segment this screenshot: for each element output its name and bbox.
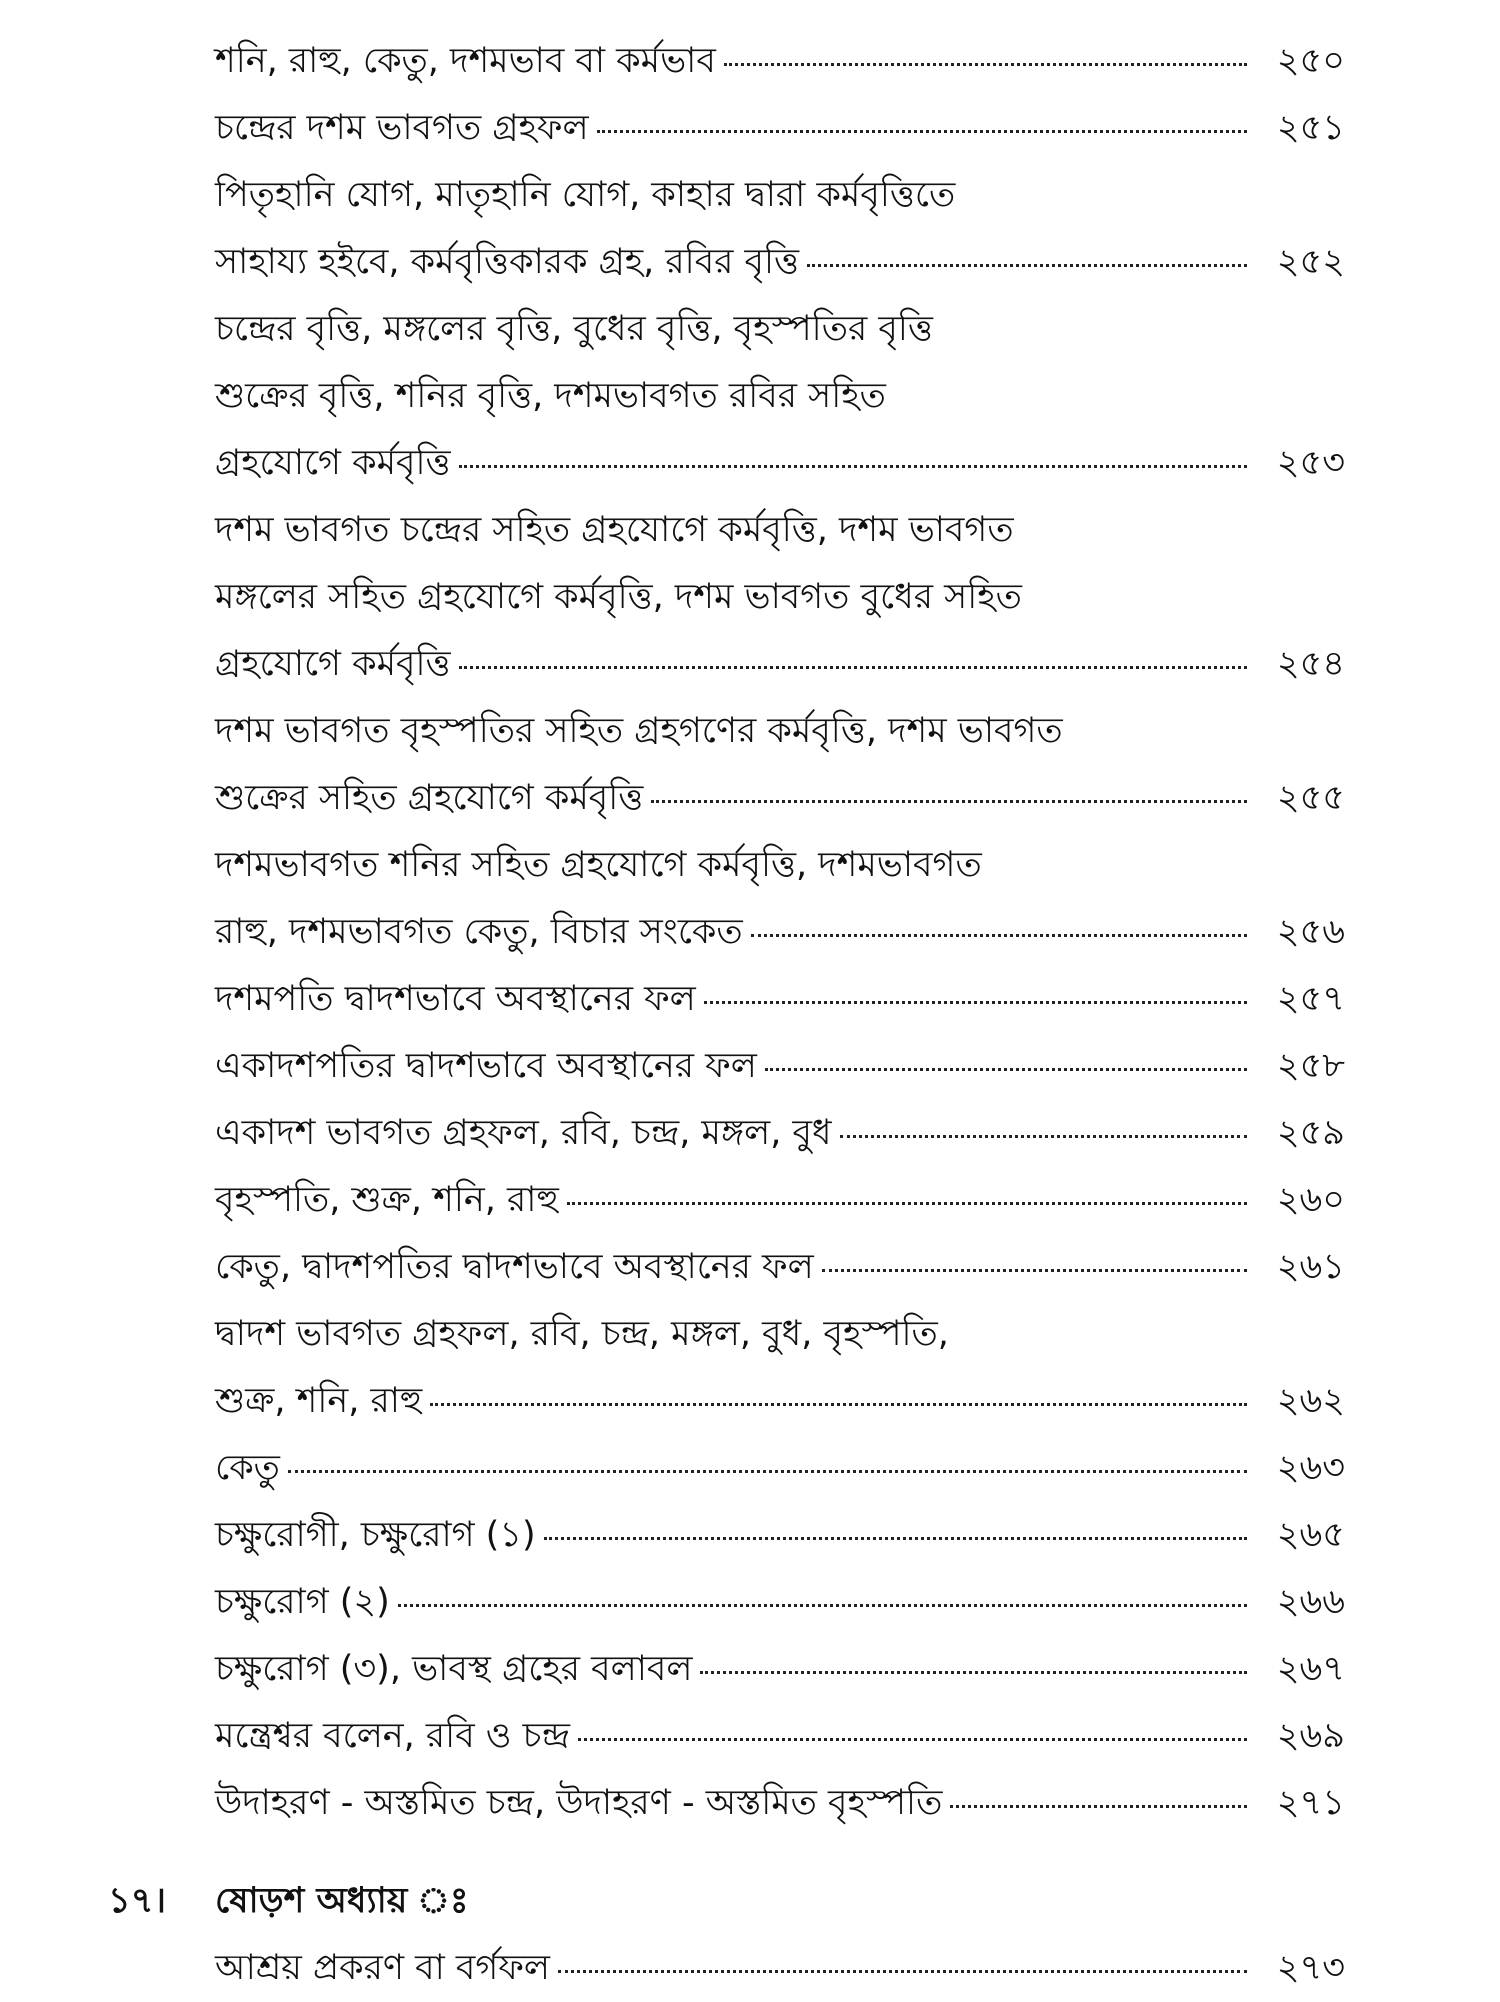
- page-number: ২৫৯: [1276, 1113, 1345, 1153]
- dot-leader: [751, 934, 1247, 937]
- page-number: ২৬৬: [1276, 1582, 1345, 1622]
- toc-line: [215, 1502, 1345, 1569]
- entry-text: দশম ভাবগত চন্দ্রের সহিত গ্রহযোগে কর্মবৃত্তি, দশম ভাবগত: [215, 510, 1014, 550]
- entry-text: চক্ষুরোগ (৩), ভাবস্থ গ্রহের বলাবল: [215, 1649, 693, 1689]
- toc-line: [215, 1569, 1345, 1636]
- toc-line: [215, 1435, 1345, 1502]
- toc-line: [215, 1703, 1345, 1770]
- dot-leader: [459, 465, 1247, 468]
- dot-leader: [430, 1403, 1247, 1406]
- entry-text: কেতু, দ্বাদশপতির দ্বাদশভাবে অবস্থানের ফল: [215, 1247, 814, 1287]
- toc-line: [215, 162, 1345, 229]
- entry-text: মন্ত্রেশ্বর বলেন, রবি ও চন্দ্র: [215, 1716, 570, 1756]
- entry-text: একাদশপতির দ্বাদশভাবে অবস্থানের ফল: [215, 1046, 757, 1086]
- page-number: ২৫১: [1276, 108, 1345, 148]
- toc-line: [215, 698, 1345, 765]
- toc-entry: [215, 1703, 1345, 1770]
- toc-line: [215, 1770, 1345, 1837]
- toc-entry: [215, 698, 1345, 832]
- dot-leader: [724, 63, 1247, 66]
- page-number: ২৫২: [1276, 242, 1345, 282]
- entry-text: পিতৃহানি যোগ, মাতৃহানি যোগ, কাহার দ্বারা কর্মবৃত্তিতে: [215, 175, 956, 215]
- entry-text: গ্রহযোগে কর্মবৃত্তি: [215, 443, 451, 483]
- entry-text: চন্দ্রের বৃত্তি, মঙ্গলের বৃত্তি, বুধের বৃত্তি, বৃহস্পতির বৃত্তি: [215, 309, 933, 349]
- dot-leader: [459, 666, 1247, 669]
- entry-text: দ্বাদশ ভাবগত গ্রহফল, রবি, চন্দ্র, মঙ্গল, বুধ, বৃহস্পতি,: [215, 1314, 949, 1354]
- toc-line: [215, 1368, 1345, 1435]
- chapter-number: ১৭।: [108, 1881, 166, 1921]
- toc-line: [215, 95, 1345, 162]
- dot-leader: [567, 1202, 1247, 1205]
- dot-leader: [651, 800, 1247, 803]
- entry-text: দশমপতি দ্বাদশভাবে অবস্থানের ফল: [215, 979, 696, 1019]
- dot-leader: [765, 1068, 1247, 1071]
- entry-text: চন্দ্রের দশম ভাবগত গ্রহফল: [215, 108, 589, 148]
- entry-text: শনি, রাহু, কেতু, দশমভাব বা কর্মভাব: [215, 41, 716, 81]
- toc-line: [215, 1301, 1345, 1368]
- entry-text: উদাহরণ - অস্তমিত চন্দ্র, উদাহরণ - অস্তমিত বৃহস্পতি: [215, 1783, 943, 1823]
- toc-line: [215, 28, 1345, 95]
- entry-text: শুক্রের বৃত্তি, শনির বৃত্তি, দশমভাবগত রবির সহিত: [215, 376, 886, 416]
- dot-leader: [807, 264, 1247, 267]
- page-number: ২৬৭: [1276, 1649, 1345, 1689]
- toc-entry: [215, 1569, 1345, 1636]
- toc-line: [215, 1636, 1345, 1703]
- toc-entry: [215, 1935, 1345, 2002]
- toc-entry: [215, 1435, 1345, 1502]
- entry-text: দশম ভাবগত বৃহস্পতির সহিত গ্রহগণের কর্মবৃত্তি, দশম ভাবগত: [215, 711, 1063, 751]
- toc-entry: [215, 296, 1345, 497]
- entry-text: সাহায্য হইবে, কর্মবৃত্তিকারক গ্রহ, রবির বৃত্তি: [215, 242, 800, 282]
- toc-line: [215, 765, 1345, 832]
- dot-leader: [822, 1269, 1247, 1272]
- entry-text: শুক্রের সহিত গ্রহযোগে কর্মবৃত্তি: [215, 778, 644, 818]
- page-number: ২৫৫: [1276, 778, 1345, 818]
- dot-leader: [704, 1001, 1247, 1004]
- table-of-contents: [215, 28, 1345, 1837]
- page-number: ২৬০: [1276, 1180, 1345, 1220]
- page-number: ২৫৭: [1276, 979, 1345, 1019]
- page-number: ২৬২: [1276, 1381, 1345, 1421]
- dot-leader: [558, 1970, 1247, 1973]
- toc-entry: [215, 1234, 1345, 1301]
- toc-line: [215, 899, 1345, 966]
- entry-text: চক্ষুরোগ (২): [215, 1582, 390, 1622]
- toc-line: [215, 1167, 1345, 1234]
- toc-entry: [215, 1770, 1345, 1837]
- entry-text: আশ্রয় প্রকরণ বা বর্গফল: [215, 1948, 550, 1988]
- toc-entry: [215, 497, 1345, 698]
- page-number: ২৫৪: [1276, 644, 1345, 684]
- dot-leader: [288, 1470, 1247, 1473]
- toc-entry: [215, 1301, 1345, 1435]
- entry-text: শুক্র, শনি, রাহু: [215, 1381, 423, 1421]
- toc-line: [215, 564, 1345, 631]
- toc-line: [215, 966, 1345, 1033]
- toc-line: [215, 1935, 1345, 2002]
- toc-entry: [215, 1033, 1345, 1100]
- page-number: ২৬১: [1276, 1247, 1345, 1287]
- entry-text: দশমভাবগত শনির সহিত গ্রহযোগে কর্মবৃত্তি, দশমভাবগত: [215, 845, 982, 885]
- page-number: ২৭১: [1276, 1783, 1345, 1823]
- page-number: ২৫০: [1276, 41, 1345, 81]
- dot-leader: [700, 1671, 1247, 1674]
- toc-entry: [215, 832, 1345, 966]
- toc-entry: [215, 28, 1345, 95]
- page-number: ২৫৮: [1276, 1046, 1345, 1086]
- toc-line: [215, 430, 1345, 497]
- page-number: ২৬৩: [1276, 1448, 1345, 1488]
- dot-leader: [950, 1805, 1247, 1808]
- toc-line: [215, 229, 1345, 296]
- toc-entry: [215, 1636, 1345, 1703]
- page-number: ২৭৩: [1276, 1948, 1345, 1988]
- toc-line: [215, 832, 1345, 899]
- entry-text: মঙ্গলের সহিত গ্রহযোগে কর্মবৃত্তি, দশম ভাবগত বুধের সহিত: [215, 577, 1022, 617]
- page-number: ২৫৬: [1276, 912, 1345, 952]
- toc-entry: [215, 966, 1345, 1033]
- toc-entry: [215, 1100, 1345, 1167]
- dot-leader: [597, 130, 1247, 133]
- entry-text: রাহু, দশমভাবগত কেতু, বিচার সংকেত: [215, 912, 743, 952]
- page-number: ২৬৫: [1276, 1515, 1345, 1555]
- dot-leader: [398, 1604, 1247, 1607]
- entry-text: বৃহস্পতি, শুক্র, শনি, রাহু: [215, 1180, 559, 1220]
- toc-entry: [215, 162, 1345, 296]
- dot-leader: [840, 1135, 1247, 1138]
- toc-line: [215, 1234, 1345, 1301]
- chapter-section: [108, 1868, 1345, 2002]
- dot-leader: [578, 1738, 1247, 1741]
- toc-line: [215, 296, 1345, 363]
- toc-line: [215, 497, 1345, 564]
- dot-leader: [544, 1537, 1247, 1540]
- entry-text: গ্রহযোগে কর্মবৃত্তি: [215, 644, 451, 684]
- toc-line: [215, 1100, 1345, 1167]
- page-number: ২৬৯: [1276, 1716, 1345, 1756]
- toc-line: [215, 363, 1345, 430]
- toc-entry: [215, 1167, 1345, 1234]
- entry-text: কেতু: [215, 1448, 280, 1488]
- entry-text: চক্ষুরোগী, চক্ষুরোগ (১): [215, 1515, 536, 1555]
- toc-entry: [215, 95, 1345, 162]
- toc-line: [215, 631, 1345, 698]
- chapter-entries: [215, 1935, 1345, 2002]
- page-number: ২৫৩: [1276, 443, 1345, 483]
- entry-text: একাদশ ভাবগত গ্রহফল, রবি, চন্দ্র, মঙ্গল, বুধ: [215, 1113, 832, 1153]
- chapter-title: ষোড়শ অধ্যায় ঃ: [215, 1881, 469, 1921]
- chapter-heading: [108, 1868, 1345, 1935]
- toc-entry: [215, 1502, 1345, 1569]
- toc-line: [215, 1033, 1345, 1100]
